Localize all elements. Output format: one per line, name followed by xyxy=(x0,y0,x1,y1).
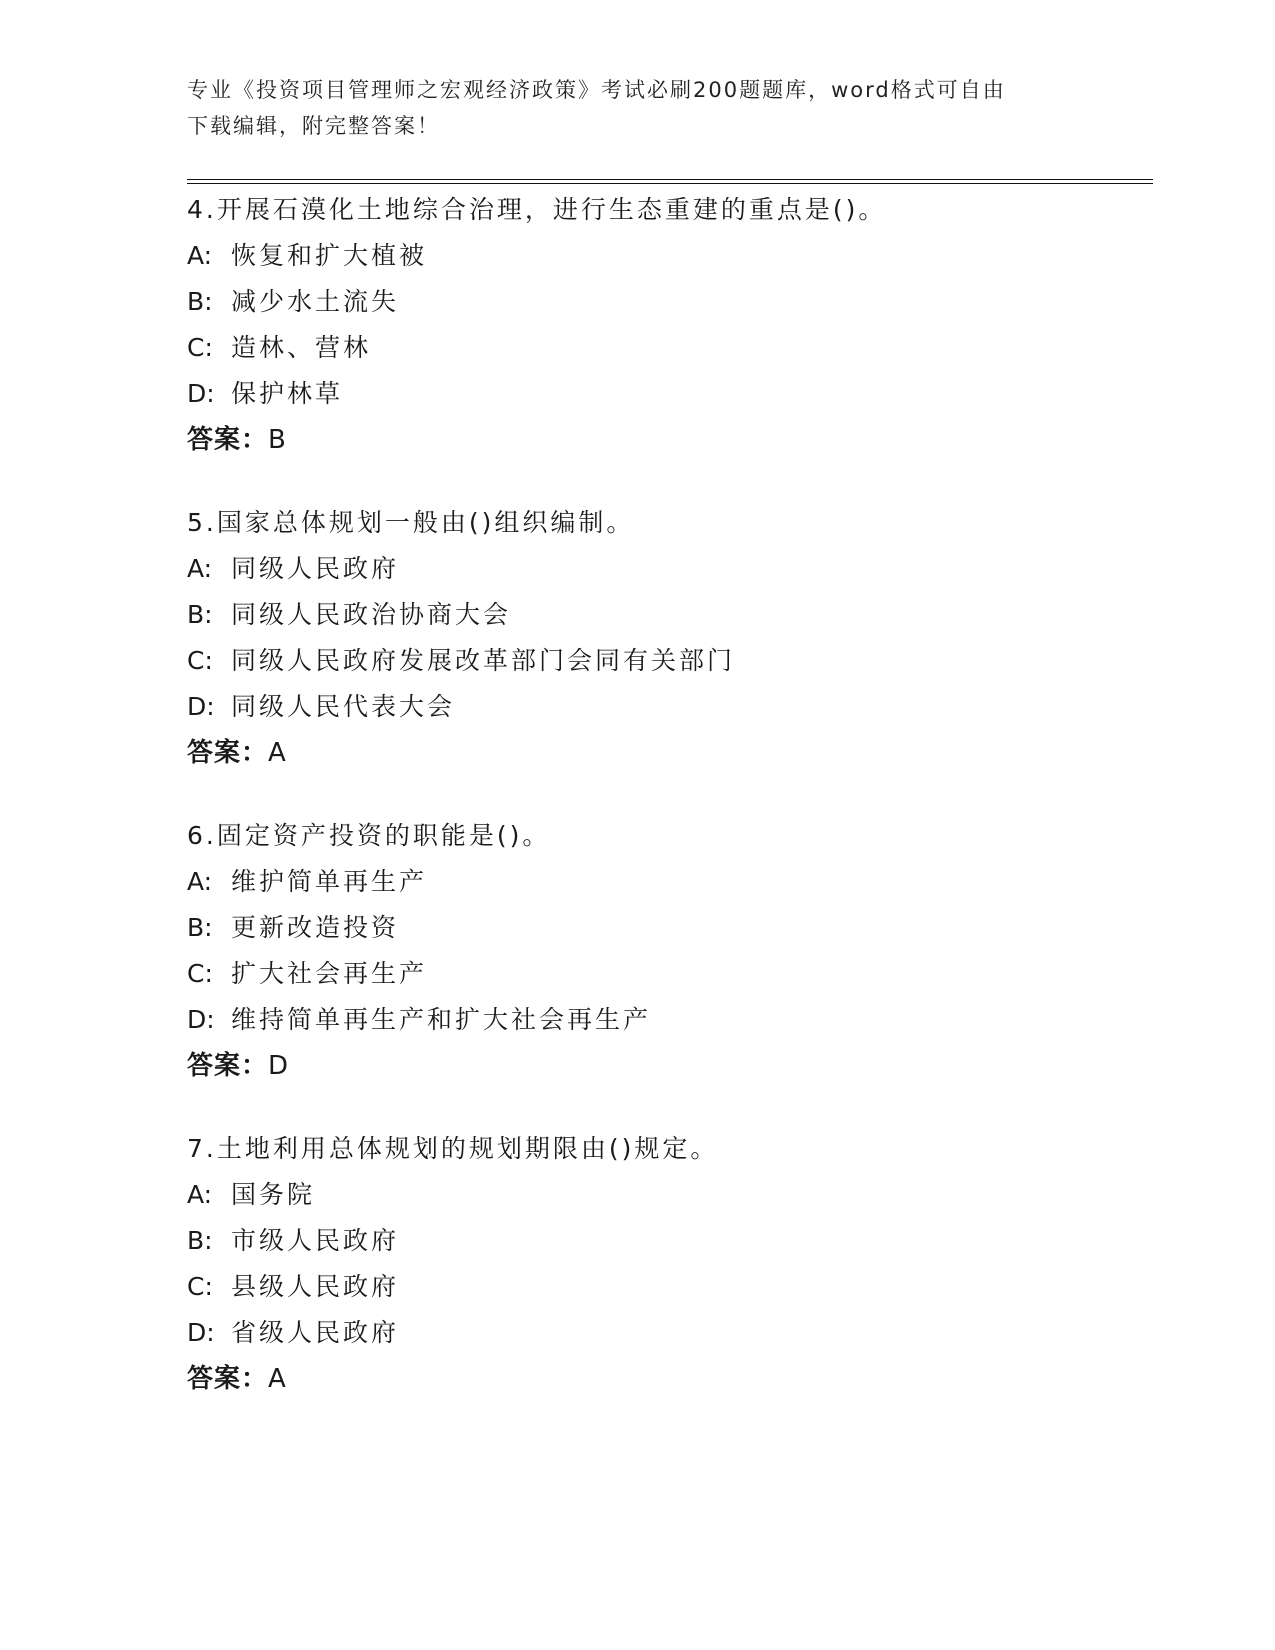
option-label: D: xyxy=(187,1318,215,1347)
answer-line xyxy=(187,1356,1147,1402)
option-b xyxy=(187,592,1147,638)
option-c xyxy=(187,325,1147,371)
option-label: D: xyxy=(187,379,215,408)
option-d xyxy=(187,1310,1147,1356)
option-d xyxy=(187,371,1147,417)
option-label: B: xyxy=(187,600,213,629)
header-divider-bottom xyxy=(187,183,1153,184)
option-a xyxy=(187,546,1147,592)
option-text: 同级人民政府发展改革部门会同有关部门 xyxy=(231,646,736,675)
option-b xyxy=(187,279,1147,325)
option-text: 恢复和扩大植被 xyxy=(231,241,428,270)
answer-line xyxy=(187,417,1147,463)
question-stem: 7.土地利用总体规划的规划期限由()规定。 xyxy=(187,1134,719,1163)
option-text: 同级人民政治协商大会 xyxy=(231,600,512,629)
option-label: B: xyxy=(187,287,213,316)
header-divider-top xyxy=(187,179,1153,180)
header-line-1: 专业《投资项目管理师之宏观经济政策》考试必刷200题题库，word格式可自由 xyxy=(187,78,1006,102)
option-text: 更新改造投资 xyxy=(231,913,400,942)
question-5 xyxy=(187,500,1147,776)
question-6 xyxy=(187,813,1147,1089)
answer-label: 答案： xyxy=(187,738,269,768)
option-text: 国务院 xyxy=(231,1180,316,1209)
option-text: 扩大社会再生产 xyxy=(231,959,428,988)
option-text: 市级人民政府 xyxy=(231,1226,400,1255)
option-text: 维持简单再生产和扩大社会再生产 xyxy=(231,1005,652,1034)
answer-label: 答案： xyxy=(187,1364,269,1394)
answer-value: D xyxy=(268,1051,289,1081)
question-4 xyxy=(187,187,1147,463)
answer-value: B xyxy=(268,425,286,455)
option-b xyxy=(187,1218,1147,1264)
document-header xyxy=(187,72,1067,144)
option-label: D: xyxy=(187,692,215,721)
option-label: A: xyxy=(187,867,213,896)
option-label: C: xyxy=(187,333,213,362)
option-d xyxy=(187,997,1147,1043)
option-text: 同级人民代表大会 xyxy=(231,692,456,721)
option-d xyxy=(187,684,1147,730)
option-label: A: xyxy=(187,241,213,270)
option-text: 县级人民政府 xyxy=(231,1272,400,1301)
answer-value: A xyxy=(268,738,286,768)
option-label: A: xyxy=(187,1180,213,1209)
answer-line xyxy=(187,1043,1147,1089)
option-a xyxy=(187,1172,1147,1218)
question-stem: 4.开展石漠化土地综合治理，进行生态重建的重点是()。 xyxy=(187,195,887,224)
option-label: D: xyxy=(187,1005,215,1034)
option-label: B: xyxy=(187,913,213,942)
option-label: B: xyxy=(187,1226,213,1255)
option-c xyxy=(187,1264,1147,1310)
question-7 xyxy=(187,1126,1147,1402)
option-text: 省级人民政府 xyxy=(231,1318,400,1347)
question-list xyxy=(187,187,1147,1439)
option-c xyxy=(187,638,1147,684)
option-label: C: xyxy=(187,1272,213,1301)
answer-label: 答案： xyxy=(187,425,269,455)
question-stem: 6.固定资产投资的职能是()。 xyxy=(187,821,551,850)
option-c xyxy=(187,951,1147,997)
option-label: C: xyxy=(187,959,213,988)
option-text: 同级人民政府 xyxy=(231,554,400,583)
header-line-2: 下载编辑，附完整答案！ xyxy=(187,114,440,138)
option-label: C: xyxy=(187,646,213,675)
option-text: 保护林草 xyxy=(231,379,344,408)
answer-value: A xyxy=(268,1364,286,1394)
option-a xyxy=(187,233,1147,279)
option-text: 造林、营林 xyxy=(231,333,372,362)
answer-label: 答案： xyxy=(187,1051,269,1081)
question-stem: 5.国家总体规划一般由()组织编制。 xyxy=(187,508,635,537)
option-text: 减少水土流失 xyxy=(231,287,400,316)
option-text: 维护简单再生产 xyxy=(231,867,428,896)
option-label: A: xyxy=(187,554,213,583)
option-b xyxy=(187,905,1147,951)
answer-line xyxy=(187,730,1147,776)
option-a xyxy=(187,859,1147,905)
